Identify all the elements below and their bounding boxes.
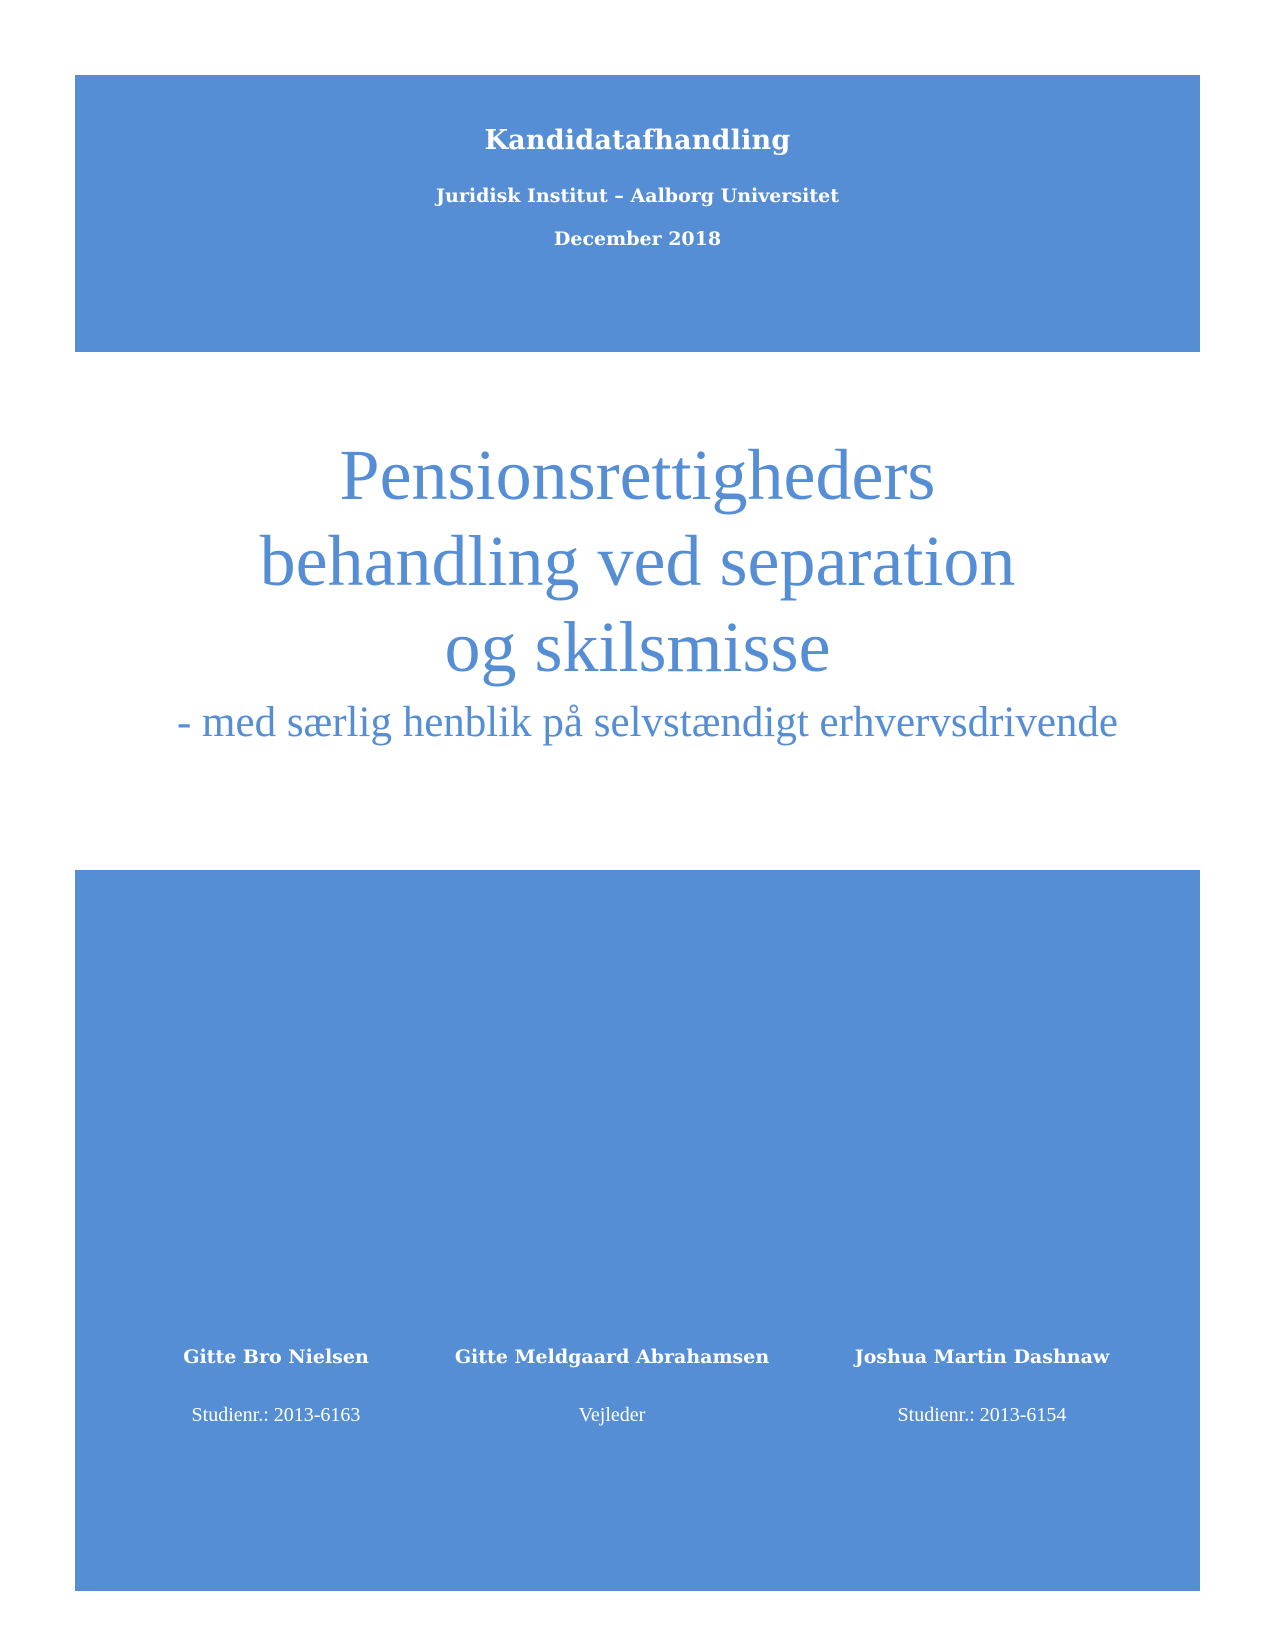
authors-band xyxy=(75,870,1200,1591)
thesis-subtitle: - med særlig henblik på selvstændigt erhvervsdrivende xyxy=(176,699,1119,746)
header-band xyxy=(75,75,1200,352)
institution-line: Juridisk Institut – Aalborg Universitet xyxy=(436,185,839,207)
supervisor-name: Gitte Meldgaard Abrahamsen xyxy=(454,1346,770,1368)
author-name: Joshua Martin Dashnaw xyxy=(854,1346,1110,1368)
student-number: Studienr.: 2013-6163 xyxy=(191,1404,361,1426)
supervisor-card xyxy=(432,1345,792,1427)
author-card xyxy=(96,1345,456,1427)
thesis-title xyxy=(0,432,1275,690)
author-name: Gitte Bro Nielsen xyxy=(183,1346,369,1368)
submission-date: December 2018 xyxy=(553,228,722,250)
student-number: Studienr.: 2013-6154 xyxy=(897,1404,1067,1426)
supervisor-role: Vejleder xyxy=(578,1404,646,1426)
title-line-2: behandling ved separation xyxy=(259,521,1016,601)
title-line-1: Pensionsrettigheders xyxy=(339,435,936,515)
author-card xyxy=(802,1345,1162,1427)
document-type: Kandidatafhandling xyxy=(484,125,791,156)
title-line-3: og skilsmisse xyxy=(444,607,831,687)
